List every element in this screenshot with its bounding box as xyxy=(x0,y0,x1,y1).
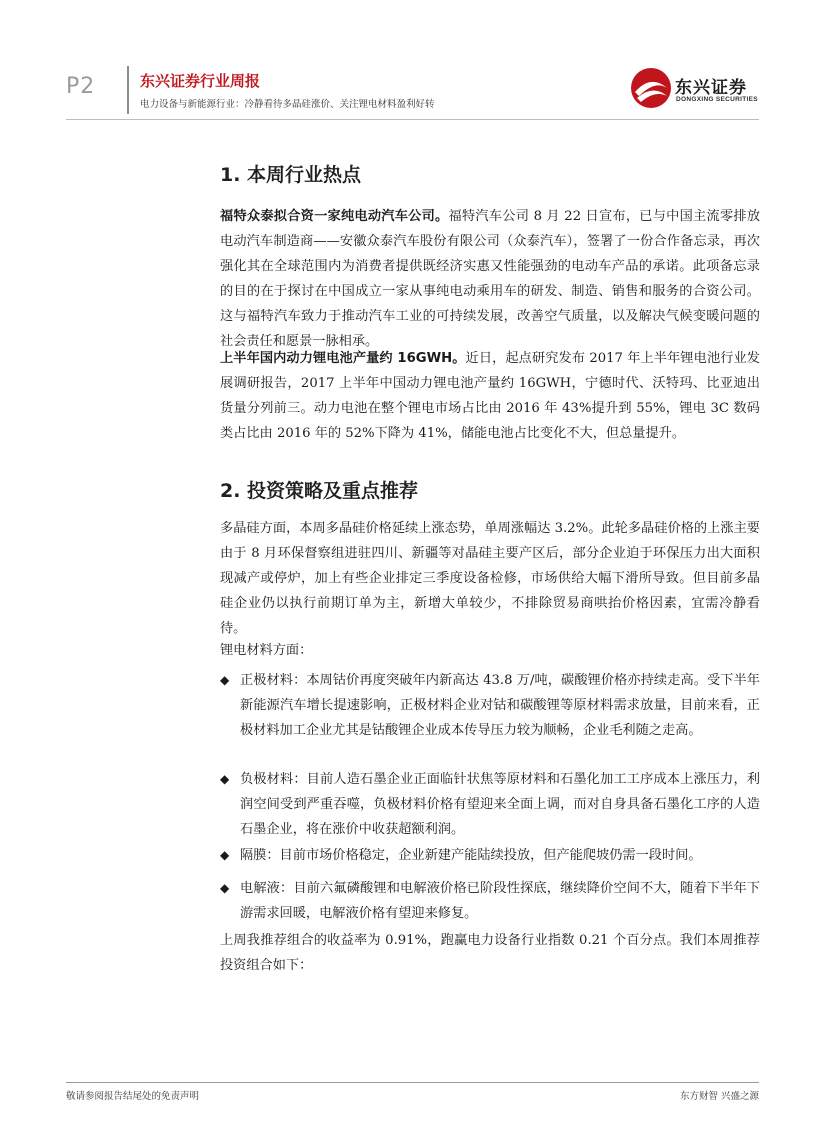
report-subtitle: 电力设备与新能源行业：冷静看待多晶硅涨价、关注锂电材料盈利好转 xyxy=(140,99,435,110)
bullet-text: 负极材料：目前人造石墨企业正面临针状焦等原材料和石墨化加工工序成本上涨压力，利润空间受到严重吞噬，负极材料价格有望迎来全面上调，而对自身具备石墨化工序的人造石墨企业，将在涨价中收获超额利润。 xyxy=(240,772,760,837)
bullet-text: 隔膜：目前市场价格稳定，企业新建产能陆续投放，但产能爬坡仍需一段时间。 xyxy=(240,848,702,863)
bullet-cathode xyxy=(220,668,760,743)
paragraph-body: 近日，起点研究发布 2017 年上半年锂电池行业发展调研报告，2017 上半年中国动力锂电池产量约 16GWH，宁德时代、沃特玛、比亚迪出货量分列前三。动力电池在整个锂电市场占比由 2016 年 43%提升到 55%，锂电 3C 数码类占比由 2016 年的 52%下降为 41%，储能电池占比变化不大，但总量提升。 xyxy=(220,351,760,441)
paragraph-ford-zotye xyxy=(220,204,760,354)
header-divider xyxy=(127,66,129,114)
bullet-anode xyxy=(220,767,760,842)
section-heading-strategy: 2. 投资策略及重点推荐 xyxy=(220,480,419,502)
paragraph-lead: 福特众泰拟合资一家纯电动汽车公司。 xyxy=(220,209,449,224)
logo-text: 东兴证券 xyxy=(675,78,747,98)
page-number: P2 xyxy=(66,74,96,99)
paragraph-body: 福特汽车公司 8 月 22 日宣布，已与中国主流零排放电动汽车制造商——安徽众泰汽车股份有限公司（众泰汽车），签署了一份合作备忘录，再次强化其在全球范围内为消费者提供既经济实惠又性能强劲的电动车产品的承诺。此项备忘录的目的在于探讨在中国成立一家从事纯电动乘用车的研发、制造、销售和服务的合资公司。这与福特汽车致力于推动汽车工业的可持续发展，改善空气质量，以及解决气候变暖问题的社会责任和愿景一脉相承。 xyxy=(220,209,761,349)
header-rule xyxy=(66,119,759,120)
footer-slogan: 东方财智 兴盛之源 xyxy=(679,1091,759,1102)
footer-rule xyxy=(66,1082,759,1083)
bullet-text: 电解液：目前六氟磷酸锂和电解液价格已阶段性探底，继续降价空间不大，随着下半年下游需求回暖，电解液价格有望迎来修复。 xyxy=(240,881,760,921)
diamond-bullet-icon: ◆ xyxy=(220,673,230,687)
section-heading-hot-topics: 1. 本周行业热点 xyxy=(220,164,362,186)
diamond-bullet-icon: ◆ xyxy=(220,848,230,862)
paragraph-battery-output xyxy=(220,346,760,446)
report-title: 东兴证券行业周报 xyxy=(140,72,261,90)
paragraph-polysilicon: 多晶硅方面，本周多晶硅价格延续上涨态势，单周涨幅达 3.2%。此轮多晶硅价格的上涨主要由于 8 月环保督察组进驻四川、新疆等对晶硅主要产区后，部分企业迫于环保压力出大面积现减产或停炉，加上有些企业排定三季度设备检修，市场供给大幅下滑所导致。但目前多晶硅企业仍以执行前期订单为主，新增大单较少，不排除贸易商哄抬价格因素，宜需冷静看待。 xyxy=(220,521,760,636)
paragraph-lithium-intro: 锂电材料方面： xyxy=(220,643,313,658)
bullet-separator xyxy=(220,843,760,868)
bullet-electrolyte xyxy=(220,876,760,926)
bullet-text: 正极材料：本周钴价再度突破年内新高达 43.8 万/吨，碳酸锂价格亦持续走高。受下半年新能源汽车增长提速影响，正极材料企业对钴和碳酸锂等原材料需求放量，目前来看，正极材料加工企业尤其是钴酸锂企业成本传导压力较为顺畅，企业毛利随之走高。 xyxy=(240,673,760,738)
diamond-bullet-icon: ◆ xyxy=(220,772,230,786)
diamond-bullet-icon: ◆ xyxy=(220,881,230,895)
footer-disclaimer: 敬请参阅报告结尾处的免责声明 xyxy=(66,1091,200,1102)
paragraph-portfolio: 上周我推荐组合的收益率为 0.91%，跑赢电力设备行业指数 0.21 个百分点。我们本周推荐投资组合如下： xyxy=(220,933,760,973)
paragraph-lead: 上半年国内动力锂电池产量约 16GWH。 xyxy=(220,351,466,366)
logo-english: DONGXING SECURITIES xyxy=(676,96,758,103)
